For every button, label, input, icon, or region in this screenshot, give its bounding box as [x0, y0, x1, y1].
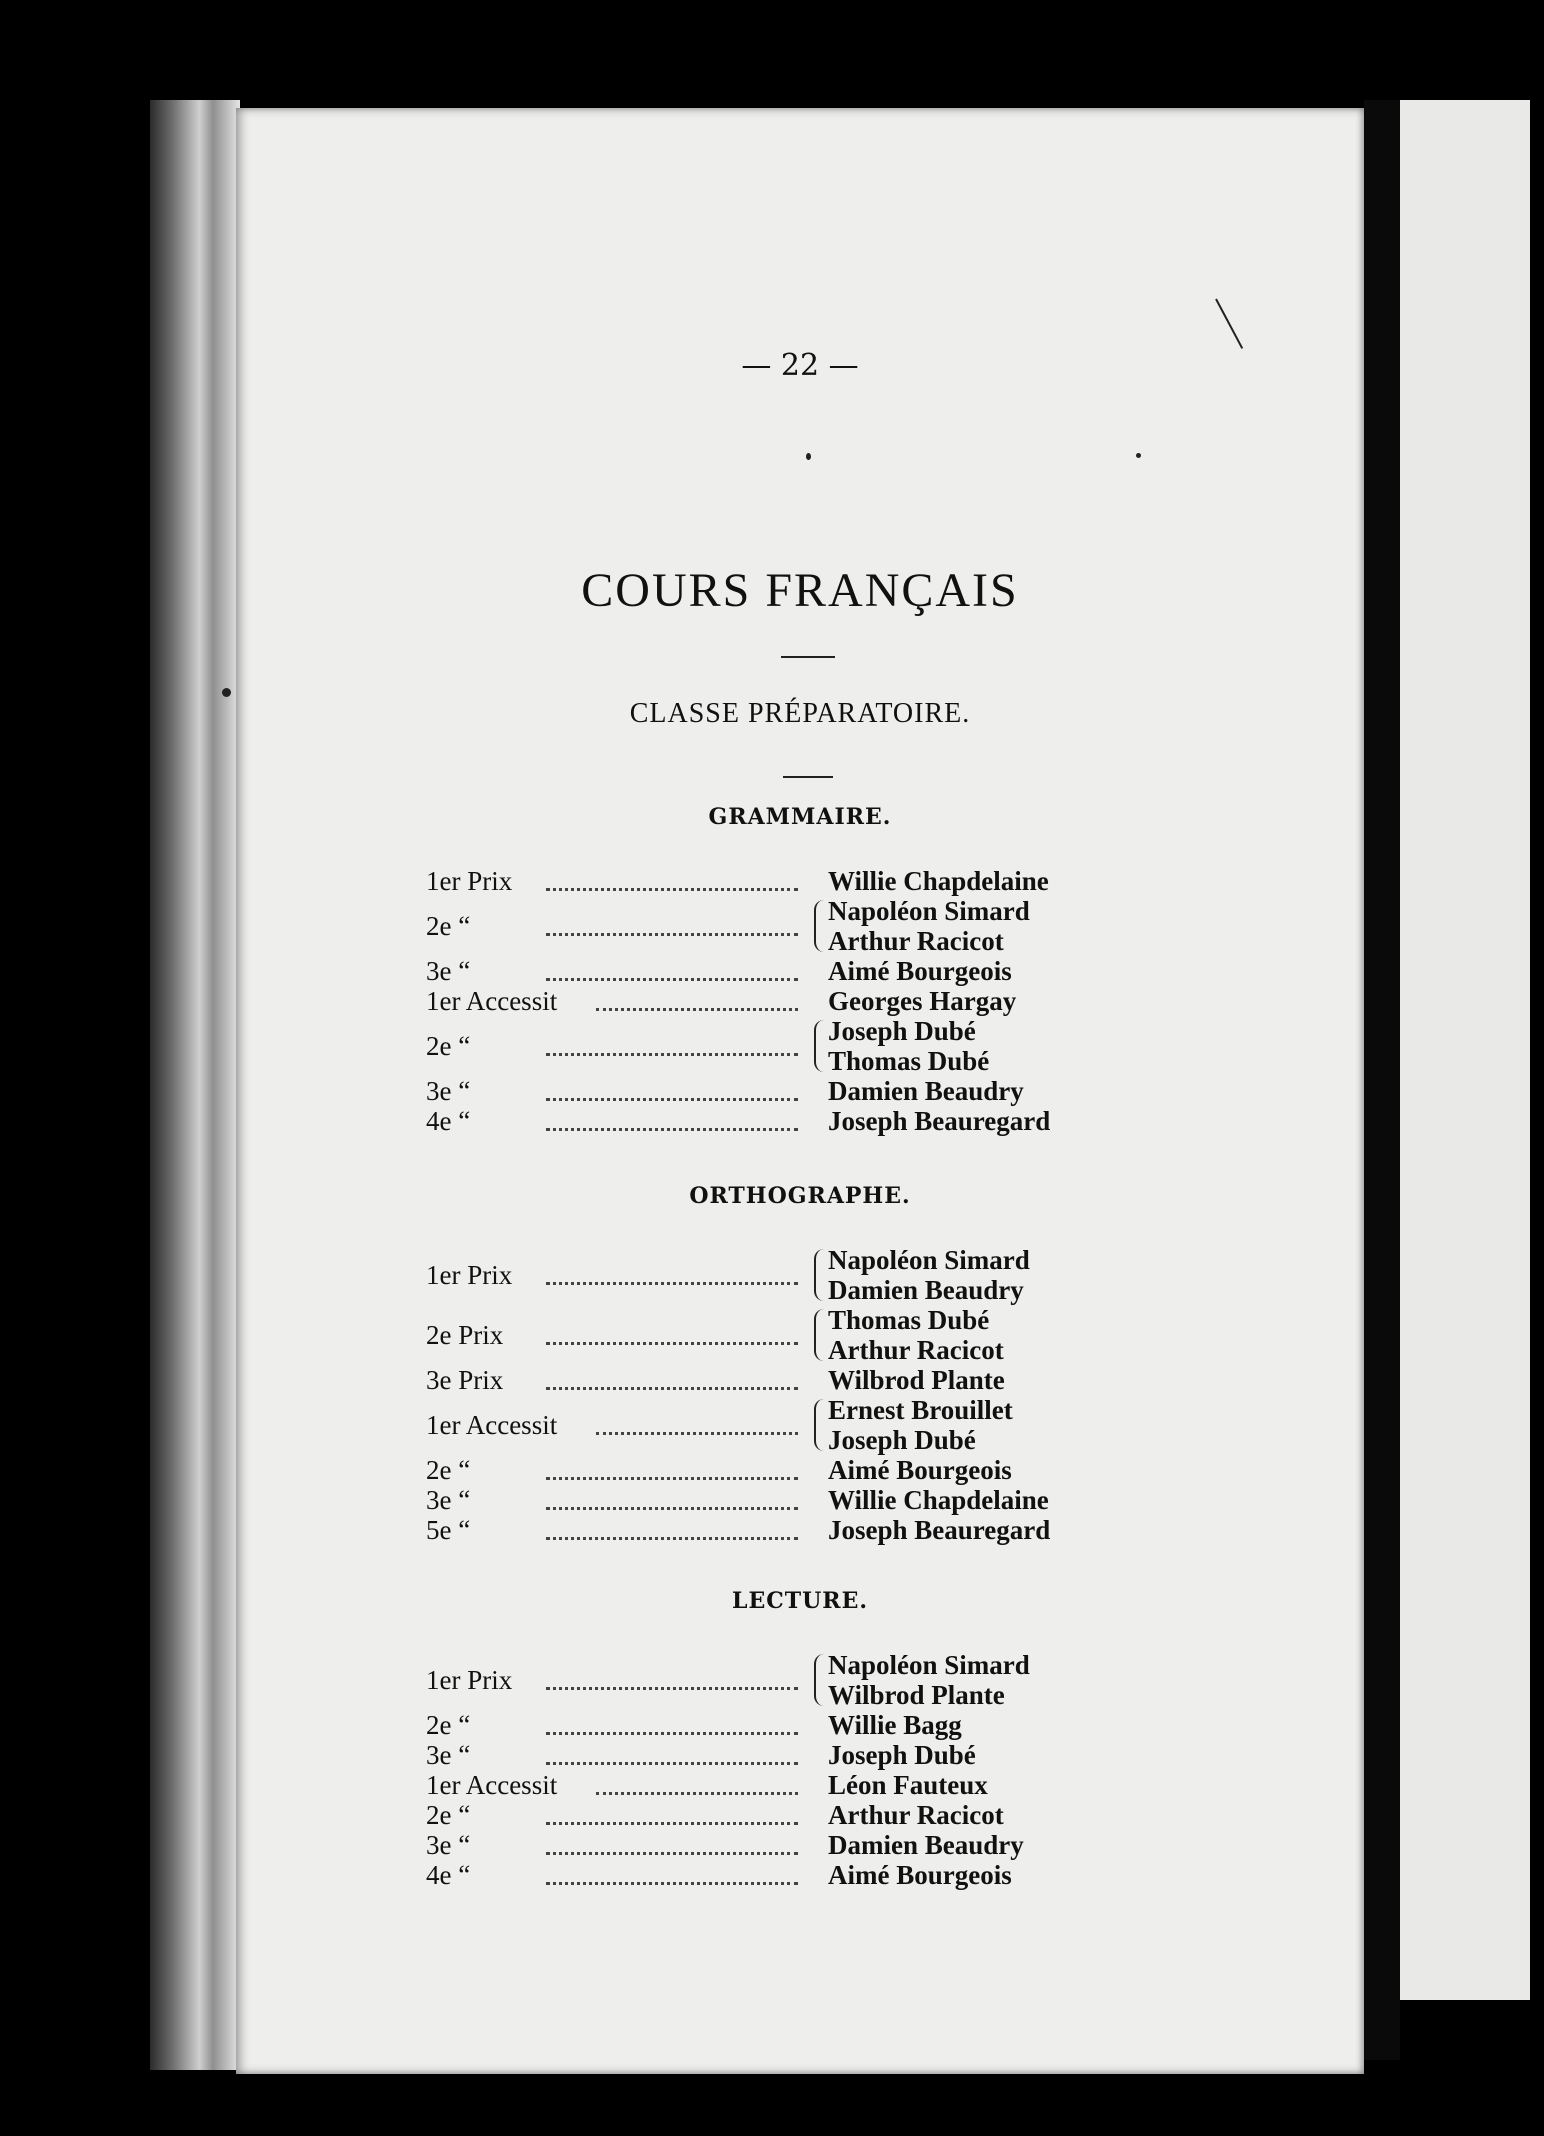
section-heading: ORTHOGRAPHE. [689, 1183, 911, 1209]
winner-name: Willie Chapdelaine [828, 866, 1049, 896]
winner-name: Damien Beaudry [828, 1830, 1024, 1860]
prize-rank: 1er Accessit [426, 986, 558, 1016]
winner-name: Arthur Racicot [828, 1800, 1004, 1830]
prize-rank: 2e “ [426, 1710, 471, 1740]
margin-mark [1215, 299, 1243, 349]
title-rule [781, 656, 835, 658]
winner-name: Joseph Dubé [828, 1425, 976, 1455]
dot-leader [596, 1432, 798, 1435]
winner-name: Thomas Dubé [828, 1046, 990, 1076]
winner-name: Willie Chapdelaine [828, 1485, 1049, 1515]
prize-rank: 2e “ [426, 911, 471, 941]
dot-leader [546, 933, 798, 936]
dot-leader [546, 1128, 798, 1131]
prize-rank: 3e “ [426, 1740, 471, 1770]
prize-rank: 1er Prix [426, 1260, 513, 1290]
winner-name: Willie Bagg [828, 1710, 962, 1740]
prize-rank: 1er Accessit [426, 1770, 558, 1800]
dot-leader [546, 1342, 798, 1345]
winner-name: Wilbrod Plante [828, 1680, 1005, 1710]
subtitle-rule [783, 776, 833, 778]
book-page [236, 108, 1364, 2074]
page-stack-edge [150, 100, 240, 2070]
prize-rank: 3e Prix [426, 1365, 504, 1395]
winner-name: Aimé Bourgeois [828, 1860, 1012, 1890]
dot-leader [546, 1762, 798, 1765]
dot-leader [546, 1822, 798, 1825]
dot-leader [546, 1687, 798, 1690]
winner-name: Napoléon Simard [828, 1650, 1030, 1680]
winner-name: Damien Beaudry [828, 1275, 1024, 1305]
prize-rank: 2e “ [426, 1800, 471, 1830]
prize-rank: 3e “ [426, 1830, 471, 1860]
class-subtitle: CLASSE PRÉPARATOIRE. [629, 698, 971, 729]
prize-rank: 2e Prix [426, 1320, 504, 1350]
dot-leader [596, 1792, 798, 1795]
winner-name: Léon Fauteux [828, 1770, 988, 1800]
ink-speck [1136, 453, 1141, 458]
dot-leader [546, 1387, 798, 1390]
prize-rank: 4e “ [426, 1860, 471, 1890]
dot-leader [546, 1477, 798, 1480]
dot-leader [546, 1852, 798, 1855]
prize-rank: 3e “ [426, 1485, 471, 1515]
prize-rank: 4e “ [426, 1106, 471, 1136]
winner-name: Ernest Brouillet [828, 1395, 1013, 1425]
prize-rank: 2e “ [426, 1455, 471, 1485]
prize-rank: 3e “ [426, 956, 471, 986]
winner-name: Aimé Bourgeois [828, 956, 1012, 986]
winner-name: Napoléon Simard [828, 1245, 1030, 1275]
facing-page-strip [1400, 100, 1530, 2000]
dot-leader [546, 1537, 798, 1540]
book-gutter [1364, 100, 1400, 2060]
page-title: COURS FRANÇAIS [581, 564, 1019, 617]
winner-name: Thomas Dubé [828, 1305, 990, 1335]
prize-rank: 1er Accessit [426, 1410, 558, 1440]
dot-leader [546, 1507, 798, 1510]
section-heading: GRAMMAIRE. [708, 804, 892, 830]
section-heading: LECTURE. [731, 1588, 868, 1614]
ink-speck [222, 688, 231, 697]
dot-leader [596, 1008, 798, 1011]
dot-leader [546, 978, 798, 981]
winner-name: Georges Hargay [828, 986, 1017, 1016]
prize-rank: 1er Prix [426, 1665, 513, 1695]
dot-leader [546, 1053, 798, 1056]
dot-leader [546, 1882, 798, 1885]
prize-rank: 2e “ [426, 1031, 471, 1061]
ink-speck [806, 453, 811, 460]
dot-leader [546, 1098, 798, 1101]
winner-name: Joseph Beauregard [828, 1106, 1051, 1136]
winner-name: Aimé Bourgeois [828, 1455, 1012, 1485]
prize-rank: 1er Prix [426, 866, 513, 896]
winner-name: Arthur Racicot [828, 926, 1004, 956]
prize-rank: 5e “ [426, 1515, 471, 1545]
page-number: — 22 — [741, 348, 859, 383]
dot-leader [546, 1732, 798, 1735]
dot-leader [546, 1282, 798, 1285]
winner-name: Joseph Dubé [828, 1740, 976, 1770]
winner-name: Arthur Racicot [828, 1335, 1004, 1365]
dot-leader [546, 888, 798, 891]
prize-rank: 3e “ [426, 1076, 471, 1106]
winner-name: Napoléon Simard [828, 896, 1030, 926]
winner-name: Damien Beaudry [828, 1076, 1024, 1106]
winner-name: Joseph Dubé [828, 1016, 976, 1046]
winner-name: Wilbrod Plante [828, 1365, 1005, 1395]
winner-name: Joseph Beauregard [828, 1515, 1051, 1545]
